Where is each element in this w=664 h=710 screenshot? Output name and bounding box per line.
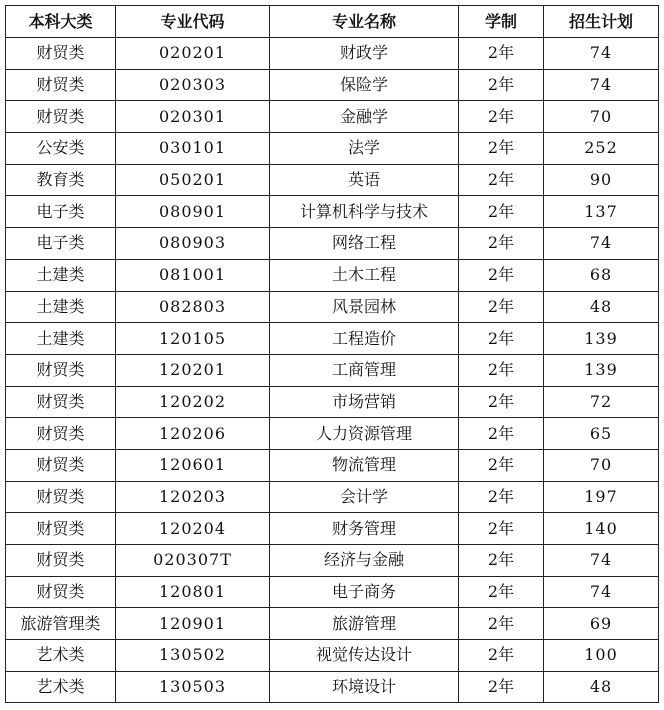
cell-major-code: 050201 xyxy=(116,164,270,196)
table-row xyxy=(6,354,659,386)
cell-major-code: 020301 xyxy=(116,101,270,133)
cell-duration: 2年 xyxy=(459,38,544,70)
table-row xyxy=(6,323,659,355)
cell-category: 公安类 xyxy=(6,133,116,165)
cell-major-code: 020307T xyxy=(116,545,270,577)
cell-duration: 2年 xyxy=(459,608,544,640)
table-row xyxy=(6,259,659,291)
header-enrollment-plan: 招生计划 xyxy=(544,6,659,38)
cell-category: 土建类 xyxy=(6,291,116,323)
enrollment-table-container xyxy=(5,5,659,703)
cell-enrollment-plan: 140 xyxy=(544,513,659,545)
cell-major-name: 电子商务 xyxy=(270,576,459,608)
cell-major-code: 130503 xyxy=(116,671,270,703)
cell-duration: 2年 xyxy=(459,513,544,545)
cell-major-code: 120204 xyxy=(116,513,270,545)
cell-major-name: 经济与金融 xyxy=(270,545,459,577)
table-row xyxy=(6,196,659,228)
header-major-code: 专业代码 xyxy=(116,6,270,38)
cell-major-code: 081001 xyxy=(116,259,270,291)
cell-duration: 2年 xyxy=(459,69,544,101)
cell-enrollment-plan: 74 xyxy=(544,38,659,70)
cell-enrollment-plan: 70 xyxy=(544,449,659,481)
cell-enrollment-plan: 65 xyxy=(544,418,659,450)
cell-duration: 2年 xyxy=(459,291,544,323)
cell-major-name: 市场营销 xyxy=(270,386,459,418)
table-row xyxy=(6,133,659,165)
cell-duration: 2年 xyxy=(459,259,544,291)
cell-major-code: 120201 xyxy=(116,354,270,386)
cell-major-name: 人力资源管理 xyxy=(270,418,459,450)
cell-duration: 2年 xyxy=(459,640,544,672)
table-row xyxy=(6,101,659,133)
table-row xyxy=(6,671,659,703)
cell-duration: 2年 xyxy=(459,386,544,418)
cell-category: 艺术类 xyxy=(6,640,116,672)
cell-major-name: 网络工程 xyxy=(270,228,459,260)
table-row xyxy=(6,291,659,323)
cell-duration: 2年 xyxy=(459,418,544,450)
cell-major-name: 金融学 xyxy=(270,101,459,133)
cell-duration: 2年 xyxy=(459,228,544,260)
cell-major-name: 法学 xyxy=(270,133,459,165)
cell-category: 财贸类 xyxy=(6,481,116,513)
cell-duration: 2年 xyxy=(459,164,544,196)
table-row xyxy=(6,69,659,101)
cell-major-code: 020303 xyxy=(116,69,270,101)
cell-major-name: 工程造价 xyxy=(270,323,459,355)
cell-category: 财贸类 xyxy=(6,576,116,608)
table-row xyxy=(6,481,659,513)
cell-category: 土建类 xyxy=(6,323,116,355)
cell-duration: 2年 xyxy=(459,323,544,355)
cell-enrollment-plan: 90 xyxy=(544,164,659,196)
table-row xyxy=(6,38,659,70)
table-row xyxy=(6,545,659,577)
cell-category: 电子类 xyxy=(6,196,116,228)
cell-duration: 2年 xyxy=(459,133,544,165)
cell-major-code: 130502 xyxy=(116,640,270,672)
cell-category: 土建类 xyxy=(6,259,116,291)
cell-duration: 2年 xyxy=(459,545,544,577)
table-row xyxy=(6,608,659,640)
table-row xyxy=(6,576,659,608)
cell-category: 财贸类 xyxy=(6,449,116,481)
table-row xyxy=(6,449,659,481)
header-major-name: 专业名称 xyxy=(270,6,459,38)
cell-enrollment-plan: 139 xyxy=(544,354,659,386)
table-row xyxy=(6,513,659,545)
cell-duration: 2年 xyxy=(459,671,544,703)
cell-enrollment-plan: 74 xyxy=(544,545,659,577)
header-duration: 学制 xyxy=(459,6,544,38)
cell-duration: 2年 xyxy=(459,449,544,481)
cell-major-name: 会计学 xyxy=(270,481,459,513)
cell-major-name: 视觉传达设计 xyxy=(270,640,459,672)
cell-major-name: 土木工程 xyxy=(270,259,459,291)
cell-major-name: 财务管理 xyxy=(270,513,459,545)
cell-major-name: 财政学 xyxy=(270,38,459,70)
table-row xyxy=(6,164,659,196)
cell-enrollment-plan: 48 xyxy=(544,671,659,703)
cell-major-code: 120206 xyxy=(116,418,270,450)
cell-duration: 2年 xyxy=(459,576,544,608)
cell-category: 电子类 xyxy=(6,228,116,260)
cell-major-code: 120203 xyxy=(116,481,270,513)
header-category: 本科大类 xyxy=(6,6,116,38)
cell-enrollment-plan: 100 xyxy=(544,640,659,672)
table-row xyxy=(6,640,659,672)
cell-major-name: 计算机科学与技术 xyxy=(270,196,459,228)
cell-major-code: 120801 xyxy=(116,576,270,608)
cell-major-code: 120601 xyxy=(116,449,270,481)
cell-enrollment-plan: 74 xyxy=(544,228,659,260)
table-row xyxy=(6,418,659,450)
cell-major-code: 030101 xyxy=(116,133,270,165)
cell-major-code: 080901 xyxy=(116,196,270,228)
cell-category: 财贸类 xyxy=(6,101,116,133)
cell-major-name: 物流管理 xyxy=(270,449,459,481)
cell-category: 财贸类 xyxy=(6,513,116,545)
cell-category: 财贸类 xyxy=(6,354,116,386)
cell-enrollment-plan: 74 xyxy=(544,576,659,608)
cell-major-code: 080903 xyxy=(116,228,270,260)
cell-enrollment-plan: 197 xyxy=(544,481,659,513)
cell-duration: 2年 xyxy=(459,354,544,386)
cell-major-code: 120901 xyxy=(116,608,270,640)
cell-enrollment-plan: 74 xyxy=(544,69,659,101)
enrollment-plan-table xyxy=(5,5,659,703)
table-row xyxy=(6,386,659,418)
cell-category: 旅游管理类 xyxy=(6,608,116,640)
cell-major-name: 风景园林 xyxy=(270,291,459,323)
cell-major-code: 082803 xyxy=(116,291,270,323)
cell-duration: 2年 xyxy=(459,481,544,513)
cell-major-code: 120202 xyxy=(116,386,270,418)
table-row xyxy=(6,228,659,260)
cell-enrollment-plan: 69 xyxy=(544,608,659,640)
cell-enrollment-plan: 70 xyxy=(544,101,659,133)
cell-category: 艺术类 xyxy=(6,671,116,703)
table-header-row xyxy=(6,6,659,38)
cell-enrollment-plan: 68 xyxy=(544,259,659,291)
cell-duration: 2年 xyxy=(459,101,544,133)
cell-enrollment-plan: 137 xyxy=(544,196,659,228)
cell-duration: 2年 xyxy=(459,196,544,228)
cell-category: 财贸类 xyxy=(6,545,116,577)
cell-enrollment-plan: 252 xyxy=(544,133,659,165)
cell-major-name: 工商管理 xyxy=(270,354,459,386)
cell-category: 教育类 xyxy=(6,164,116,196)
cell-major-name: 保险学 xyxy=(270,69,459,101)
cell-enrollment-plan: 72 xyxy=(544,386,659,418)
table-body xyxy=(6,38,659,703)
cell-major-name: 环境设计 xyxy=(270,671,459,703)
cell-category: 财贸类 xyxy=(6,418,116,450)
cell-major-name: 旅游管理 xyxy=(270,608,459,640)
cell-major-name: 英语 xyxy=(270,164,459,196)
cell-category: 财贸类 xyxy=(6,38,116,70)
cell-major-code: 120105 xyxy=(116,323,270,355)
cell-enrollment-plan: 48 xyxy=(544,291,659,323)
cell-category: 财贸类 xyxy=(6,386,116,418)
cell-category: 财贸类 xyxy=(6,69,116,101)
cell-major-code: 020201 xyxy=(116,38,270,70)
cell-enrollment-plan: 139 xyxy=(544,323,659,355)
